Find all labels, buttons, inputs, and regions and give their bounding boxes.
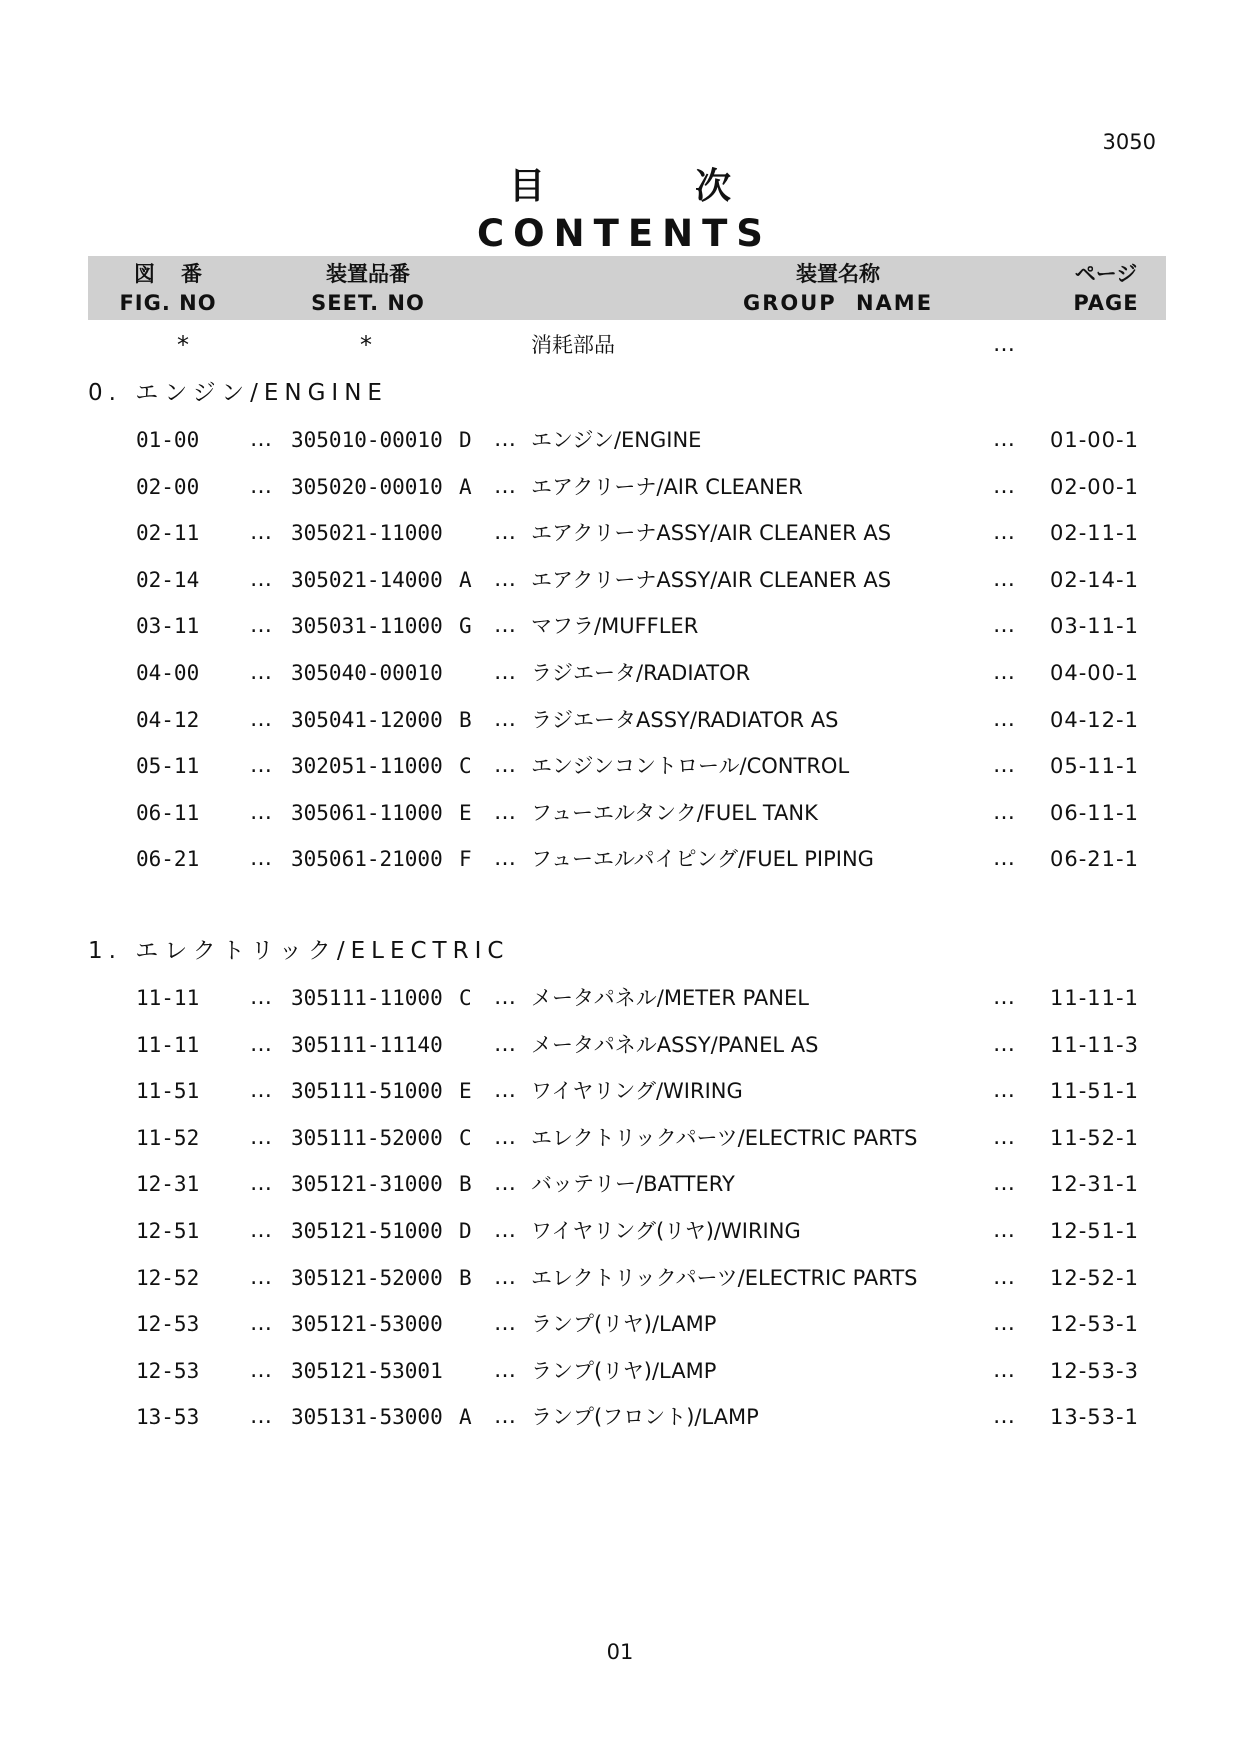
leader-dots: … bbox=[494, 800, 516, 825]
page-ref: 06-11-1 bbox=[1050, 801, 1139, 825]
fig-no: 04-12 bbox=[136, 708, 200, 732]
header-seet-no bbox=[268, 256, 468, 320]
page-ref: 02-00-1 bbox=[1050, 475, 1139, 499]
leader-dots: … bbox=[494, 474, 516, 499]
leader-dots: … bbox=[494, 1311, 516, 1336]
header-group-en: GROUP NAME bbox=[742, 291, 934, 315]
group-name: ワイヤリング(リヤ)/WIRING bbox=[531, 1219, 801, 1243]
group-name: ランプ(リヤ)/LAMP bbox=[531, 1359, 717, 1383]
leader-dots: … bbox=[250, 1218, 272, 1243]
leader-dots: … bbox=[250, 1171, 272, 1196]
page-ref: 11-11-1 bbox=[1050, 986, 1139, 1010]
table-row bbox=[0, 702, 1240, 738]
leader-dots: … bbox=[250, 753, 272, 778]
sheet-no: 305121-53001 bbox=[291, 1359, 443, 1383]
page-ref: 04-00-1 bbox=[1050, 661, 1139, 685]
header-seet-en: SEET. NO bbox=[311, 291, 425, 315]
table-row bbox=[0, 469, 1240, 505]
fig-no: 06-11 bbox=[136, 801, 200, 825]
leader-dots: … bbox=[250, 1078, 272, 1103]
table-row bbox=[0, 1306, 1240, 1342]
leader-dots: … bbox=[494, 985, 516, 1010]
page-ref: 05-11-1 bbox=[1050, 754, 1139, 778]
group-name: ランプ(フロント)/LAMP bbox=[531, 1405, 759, 1429]
page-title-japanese: 目次 bbox=[508, 166, 881, 207]
sheet-no: 302051-11000 bbox=[291, 754, 443, 778]
leader-dots: … bbox=[494, 1032, 516, 1057]
leader-dots: … bbox=[250, 1032, 272, 1057]
page-ref: 06-21-1 bbox=[1050, 847, 1139, 871]
fig-no: 11-11 bbox=[136, 986, 200, 1010]
table-row bbox=[0, 515, 1240, 551]
revision-letter: B bbox=[459, 708, 472, 732]
leader-dots: … bbox=[993, 1171, 1015, 1196]
page-ref: 12-53-1 bbox=[1050, 1312, 1139, 1336]
section-heading: 0. エンジン/ENGINE bbox=[88, 380, 388, 406]
page-ref: 02-14-1 bbox=[1050, 568, 1139, 592]
header-group-jp: 装置名称 bbox=[796, 262, 880, 286]
revision-letter: D bbox=[459, 428, 472, 452]
group-name: フューエルパイピング/FUEL PIPING bbox=[531, 847, 874, 871]
table-row bbox=[0, 1073, 1240, 1109]
leader-dots: … bbox=[494, 613, 516, 638]
fig-no: 03-11 bbox=[136, 614, 200, 638]
revision-letter: F bbox=[459, 847, 472, 871]
fig-no: 04-00 bbox=[136, 661, 200, 685]
table-row bbox=[0, 562, 1240, 598]
table-row bbox=[0, 1027, 1240, 1063]
leader-dots: … bbox=[993, 1265, 1015, 1290]
leader-dots: … bbox=[250, 520, 272, 545]
table-row bbox=[0, 608, 1240, 644]
consumables-name: 消耗部品 bbox=[531, 333, 615, 357]
footer-page-number: 01 bbox=[606, 1640, 634, 1664]
group-name: エレクトリックパーツ/ELECTRIC PARTS bbox=[531, 1126, 918, 1150]
group-name: マフラ/MUFFLER bbox=[531, 614, 699, 638]
revision-letter: B bbox=[459, 1266, 472, 1290]
page-ref: 04-12-1 bbox=[1050, 708, 1139, 732]
leader-dots: … bbox=[494, 753, 516, 778]
fig-no: 11-51 bbox=[136, 1079, 200, 1103]
table-row bbox=[0, 1399, 1240, 1435]
leader-dots: … bbox=[993, 1032, 1015, 1057]
page-ref: 11-52-1 bbox=[1050, 1126, 1139, 1150]
page-ref: 12-52-1 bbox=[1050, 1266, 1139, 1290]
page-ref: 03-11-1 bbox=[1050, 614, 1139, 638]
header-seet-jp: 装置品番 bbox=[326, 262, 410, 286]
leader-dots: … bbox=[250, 707, 272, 732]
fig-no: 02-11 bbox=[136, 521, 200, 545]
header-page-en: PAGE bbox=[1073, 291, 1139, 315]
sheet-no: 305131-53000 bbox=[291, 1405, 443, 1429]
table-header bbox=[88, 256, 1166, 320]
leader-dots: … bbox=[250, 1404, 272, 1429]
leader-dots: … bbox=[993, 985, 1015, 1010]
group-name: エンジン/ENGINE bbox=[531, 428, 702, 452]
leader-dots: … bbox=[494, 707, 516, 732]
table-row bbox=[0, 1260, 1240, 1296]
sheet-no: 305041-12000 bbox=[291, 708, 443, 732]
fig-no: 05-11 bbox=[136, 754, 200, 778]
table-row bbox=[0, 795, 1240, 831]
leader-dots: … bbox=[494, 1404, 516, 1429]
revision-letter: E bbox=[459, 801, 472, 825]
fig-no: 12-52 bbox=[136, 1266, 200, 1290]
sheet-no: 305021-14000 bbox=[291, 568, 443, 592]
revision-letter: D bbox=[459, 1219, 472, 1243]
group-name: ラジエータASSY/RADIATOR AS bbox=[531, 708, 839, 732]
leader-dots: … bbox=[250, 1358, 272, 1383]
header-page-jp: ページ bbox=[1074, 262, 1138, 286]
revision-letter: E bbox=[459, 1079, 472, 1103]
consumables-fig: * bbox=[177, 331, 189, 359]
sheet-no: 305061-11000 bbox=[291, 801, 443, 825]
consumables-dots: … bbox=[993, 332, 1015, 357]
sheet-no: 305021-11000 bbox=[291, 521, 443, 545]
leader-dots: … bbox=[993, 427, 1015, 452]
header-fig-no bbox=[88, 256, 248, 320]
page-ref: 02-11-1 bbox=[1050, 521, 1139, 545]
page-ref: 12-51-1 bbox=[1050, 1219, 1139, 1243]
leader-dots: … bbox=[250, 1265, 272, 1290]
group-name: フューエルタンク/FUEL TANK bbox=[531, 801, 818, 825]
document-number: 3050 bbox=[1102, 130, 1156, 154]
leader-dots: … bbox=[993, 1311, 1015, 1336]
revision-letter: B bbox=[459, 1172, 472, 1196]
leader-dots: … bbox=[993, 1078, 1015, 1103]
leader-dots: … bbox=[250, 474, 272, 499]
group-name: ラジエータ/RADIATOR bbox=[531, 661, 751, 685]
consumables-seet: * bbox=[360, 331, 372, 359]
fig-no: 13-53 bbox=[136, 1405, 200, 1429]
revision-letter: A bbox=[459, 1405, 472, 1429]
table-row bbox=[0, 1166, 1240, 1202]
fig-no: 06-21 bbox=[136, 847, 200, 871]
fig-no: 02-00 bbox=[136, 475, 200, 499]
table-row bbox=[0, 980, 1240, 1016]
fig-no: 12-53 bbox=[136, 1312, 200, 1336]
group-name: メータパネル/METER PANEL bbox=[531, 986, 809, 1010]
group-name: メータパネルASSY/PANEL AS bbox=[531, 1033, 819, 1057]
leader-dots: … bbox=[993, 1125, 1015, 1150]
sheet-no: 305061-21000 bbox=[291, 847, 443, 871]
table-row bbox=[0, 422, 1240, 458]
sheet-no: 305040-00010 bbox=[291, 661, 443, 685]
leader-dots: … bbox=[250, 985, 272, 1010]
leader-dots: … bbox=[494, 520, 516, 545]
header-page bbox=[1046, 256, 1166, 320]
leader-dots: … bbox=[494, 1358, 516, 1383]
fig-no: 11-11 bbox=[136, 1033, 200, 1057]
revision-letter: C bbox=[459, 986, 472, 1010]
leader-dots: … bbox=[993, 1218, 1015, 1243]
leader-dots: … bbox=[993, 753, 1015, 778]
sheet-no: 305111-11000 bbox=[291, 986, 443, 1010]
header-fig-en: FIG. NO bbox=[119, 291, 217, 315]
leader-dots: … bbox=[494, 1125, 516, 1150]
table-row bbox=[0, 1120, 1240, 1156]
group-name: エアクリーナASSY/AIR CLEANER AS bbox=[531, 568, 892, 592]
sheet-no: 305121-51000 bbox=[291, 1219, 443, 1243]
fig-no: 11-52 bbox=[136, 1126, 200, 1150]
leader-dots: … bbox=[494, 427, 516, 452]
page-ref: 01-00-1 bbox=[1050, 428, 1139, 452]
sheet-no: 305010-00010 bbox=[291, 428, 443, 452]
revision-letter: A bbox=[459, 568, 472, 592]
leader-dots: … bbox=[993, 613, 1015, 638]
leader-dots: … bbox=[494, 1265, 516, 1290]
leader-dots: … bbox=[494, 660, 516, 685]
fig-no: 02-14 bbox=[136, 568, 200, 592]
revision-letter: G bbox=[459, 614, 472, 638]
revision-letter: C bbox=[459, 1126, 472, 1150]
group-name: エレクトリックパーツ/ELECTRIC PARTS bbox=[531, 1266, 918, 1290]
table-row bbox=[0, 1213, 1240, 1249]
sheet-no: 305111-11140 bbox=[291, 1033, 443, 1057]
leader-dots: … bbox=[993, 1358, 1015, 1383]
leader-dots: … bbox=[993, 520, 1015, 545]
leader-dots: … bbox=[494, 1171, 516, 1196]
sheet-no: 305121-52000 bbox=[291, 1266, 443, 1290]
leader-dots: … bbox=[250, 1125, 272, 1150]
sheet-no: 305031-11000 bbox=[291, 614, 443, 638]
group-name: ワイヤリング/WIRING bbox=[531, 1079, 743, 1103]
table-row bbox=[0, 841, 1240, 877]
group-name: バッテリー/BATTERY bbox=[531, 1172, 735, 1196]
sheet-no: 305121-31000 bbox=[291, 1172, 443, 1196]
leader-dots: … bbox=[494, 567, 516, 592]
leader-dots: … bbox=[250, 567, 272, 592]
leader-dots: … bbox=[993, 846, 1015, 871]
header-group-name bbox=[588, 256, 1088, 320]
leader-dots: … bbox=[250, 660, 272, 685]
consumables-row bbox=[0, 327, 1240, 363]
table-row bbox=[0, 655, 1240, 691]
fig-no: 12-51 bbox=[136, 1219, 200, 1243]
revision-letter: C bbox=[459, 754, 472, 778]
leader-dots: … bbox=[494, 1218, 516, 1243]
leader-dots: … bbox=[250, 1311, 272, 1336]
fig-no: 12-53 bbox=[136, 1359, 200, 1383]
sheet-no: 305121-53000 bbox=[291, 1312, 443, 1336]
group-name: エアクリーナ/AIR CLEANER bbox=[531, 475, 803, 499]
leader-dots: … bbox=[993, 707, 1015, 732]
leader-dots: … bbox=[993, 567, 1015, 592]
leader-dots: … bbox=[250, 846, 272, 871]
leader-dots: … bbox=[993, 474, 1015, 499]
page-ref: 12-53-3 bbox=[1050, 1359, 1139, 1383]
leader-dots: … bbox=[494, 1078, 516, 1103]
leader-dots: … bbox=[993, 800, 1015, 825]
revision-letter: A bbox=[459, 475, 472, 499]
group-name: エアクリーナASSY/AIR CLEANER AS bbox=[531, 521, 892, 545]
page-ref: 11-51-1 bbox=[1050, 1079, 1139, 1103]
leader-dots: … bbox=[494, 846, 516, 871]
group-name: ランプ(リヤ)/LAMP bbox=[531, 1312, 717, 1336]
page-ref: 11-11-3 bbox=[1050, 1033, 1139, 1057]
header-fig-jp: 図番 bbox=[134, 262, 228, 286]
fig-no: 12-31 bbox=[136, 1172, 200, 1196]
leader-dots: … bbox=[993, 1404, 1015, 1429]
fig-no: 01-00 bbox=[136, 428, 200, 452]
sheet-no: 305020-00010 bbox=[291, 475, 443, 499]
leader-dots: … bbox=[250, 427, 272, 452]
page-ref: 13-53-1 bbox=[1050, 1405, 1139, 1429]
sheet-no: 305111-51000 bbox=[291, 1079, 443, 1103]
table-row bbox=[0, 1353, 1240, 1389]
page-ref: 12-31-1 bbox=[1050, 1172, 1139, 1196]
leader-dots: … bbox=[250, 613, 272, 638]
page-title-english: CONTENTS bbox=[477, 212, 772, 255]
leader-dots: … bbox=[993, 660, 1015, 685]
sheet-no: 305111-52000 bbox=[291, 1126, 443, 1150]
section-heading: 1. エレクトリック/ELECTRIC bbox=[88, 938, 510, 964]
leader-dots: … bbox=[250, 800, 272, 825]
group-name: エンジンコントロール/CONTROL bbox=[531, 754, 850, 778]
table-row bbox=[0, 748, 1240, 784]
